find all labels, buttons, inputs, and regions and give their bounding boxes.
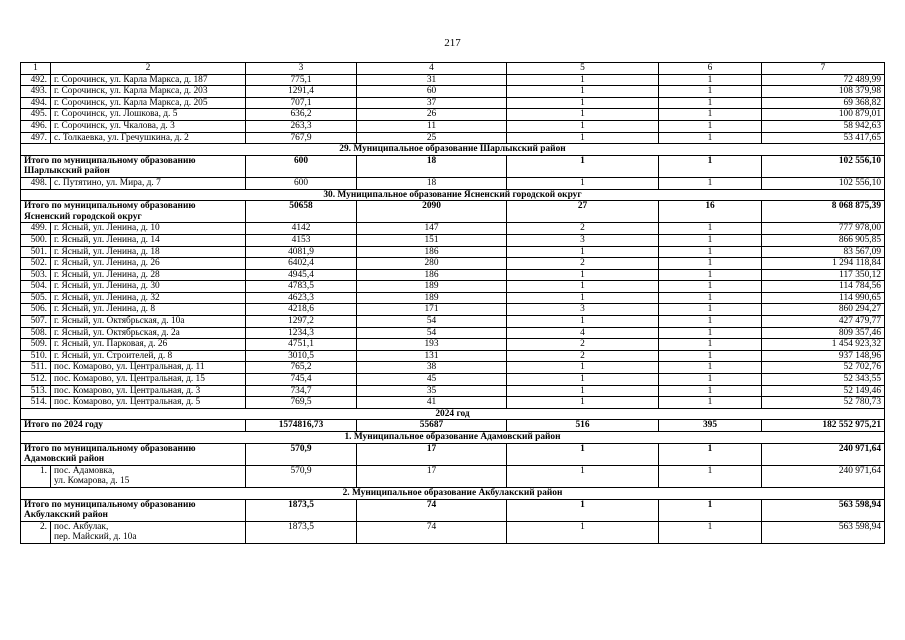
cost-cell: 937 148,96	[762, 350, 885, 362]
count-a-cell: 1	[507, 465, 659, 487]
count-a-cell: 516	[507, 420, 659, 432]
area-cell: 600	[246, 155, 357, 177]
cost-cell: 427 479,77	[762, 316, 885, 328]
section-header-row	[21, 487, 885, 499]
column-number-row	[21, 63, 885, 75]
text-line: г. Ясный, ул. Парковая, д. 26	[54, 339, 168, 350]
count-b-cell: 1	[659, 120, 762, 132]
row-number: 505.	[21, 292, 51, 304]
text-line: пер. Майский, д. 10а	[54, 532, 137, 543]
residents-cell: 2090	[357, 201, 507, 223]
table-row	[21, 397, 885, 409]
row-number: 501.	[21, 246, 51, 258]
residents-cell: 171	[357, 304, 507, 316]
count-a-cell: 2	[507, 258, 659, 270]
table-row	[21, 109, 885, 121]
residents-cell: 18	[357, 155, 507, 177]
count-a-cell: 1	[507, 362, 659, 374]
section-header-row	[21, 432, 885, 444]
residents-cell: 35	[357, 385, 507, 397]
section-title: 2. Муниципальное образование Акбулакский район	[21, 487, 885, 499]
table-row	[21, 97, 885, 109]
row-number: 507.	[21, 316, 51, 328]
address-cell	[51, 362, 246, 374]
text-line: г. Ясный, ул. Ленина, д. 8	[54, 304, 156, 315]
area-cell: 1291,4	[246, 86, 357, 98]
text-line: г. Ясный, ул. Ленина, д. 14	[54, 234, 160, 245]
residents-cell: 45	[357, 374, 507, 386]
address-cell	[51, 234, 246, 246]
col-header-3: 3	[246, 63, 357, 75]
area-cell: 600	[246, 177, 357, 189]
cost-cell: 117 350,12	[762, 269, 885, 281]
cost-cell: 52 343,55	[762, 374, 885, 386]
total-row	[21, 155, 885, 177]
area-cell: 4081,9	[246, 246, 357, 258]
col-header-6: 6	[659, 63, 762, 75]
cost-cell: 52 702,76	[762, 362, 885, 374]
count-b-cell: 1	[659, 97, 762, 109]
count-a-cell: 27	[507, 201, 659, 223]
count-b-cell: 1	[659, 385, 762, 397]
count-a-cell: 1	[507, 177, 659, 189]
residents-cell: 17	[357, 465, 507, 487]
count-b-cell: 1	[659, 234, 762, 246]
section-title: 1. Муниципальное образование Адамовский район	[21, 432, 885, 444]
area-cell: 1234,3	[246, 327, 357, 339]
residents-cell: 54	[357, 316, 507, 328]
text-line: г. Ясный, ул. Октябрьская, д. 10а	[54, 316, 185, 327]
total-row	[21, 443, 885, 465]
row-number: 508.	[21, 327, 51, 339]
text-line: Итого по 2024 году	[24, 420, 103, 431]
table-row	[21, 269, 885, 281]
total-label	[21, 420, 246, 432]
row-number: 493.	[21, 86, 51, 98]
section-header-row	[21, 189, 885, 201]
text-line: г. Сорочинск, ул. Чкалова, д. 3	[54, 120, 175, 131]
count-b-cell: 1	[659, 362, 762, 374]
count-b-cell: 1	[659, 246, 762, 258]
cost-cell: 777 978,00	[762, 223, 885, 235]
count-b-cell: 1	[659, 374, 762, 386]
residents-cell: 189	[357, 292, 507, 304]
residents-cell: 17	[357, 443, 507, 465]
area-cell: 775,1	[246, 74, 357, 86]
table-row	[21, 339, 885, 351]
col-header-1: 1	[21, 63, 51, 75]
residents-cell: 25	[357, 132, 507, 144]
row-number: 500.	[21, 234, 51, 246]
total-row	[21, 201, 885, 223]
text-line: пос. Комарово, ул. Центральная, д. 15	[54, 374, 205, 385]
count-b-cell: 1	[659, 339, 762, 351]
cost-cell: 100 879,01	[762, 109, 885, 121]
table-row	[21, 374, 885, 386]
address-cell	[51, 292, 246, 304]
count-b-cell: 1	[659, 521, 762, 543]
text-line: с. Толкаевка, ул. Гречушкина, д. 2	[54, 132, 189, 143]
address-cell	[51, 316, 246, 328]
cost-cell: 52 149,46	[762, 385, 885, 397]
count-b-cell: 1	[659, 155, 762, 177]
count-a-cell: 1	[507, 385, 659, 397]
table-row	[21, 304, 885, 316]
count-b-cell: 1	[659, 269, 762, 281]
cost-cell: 58 942,63	[762, 120, 885, 132]
text-line: Акбулакский район	[24, 510, 108, 521]
count-b-cell: 1	[659, 316, 762, 328]
address-cell	[51, 177, 246, 189]
table-row	[21, 362, 885, 374]
text-line: г. Ясный, ул. Ленина, д. 32	[54, 292, 160, 303]
row-number: 495.	[21, 109, 51, 121]
count-a-cell: 4	[507, 327, 659, 339]
text-line: г. Ясный, ул. Ленина, д. 30	[54, 281, 160, 292]
table-row	[21, 465, 885, 487]
address-cell	[51, 465, 246, 487]
residents-cell: 37	[357, 97, 507, 109]
section-title: 29. Муниципальное образование Шарлыкский район	[21, 144, 885, 156]
row-number: 511.	[21, 362, 51, 374]
count-b-cell: 395	[659, 420, 762, 432]
area-cell: 4153	[246, 234, 357, 246]
area-cell: 4751,1	[246, 339, 357, 351]
residents-cell: 41	[357, 397, 507, 409]
row-number: 1.	[21, 465, 51, 487]
cost-cell: 240 971,64	[762, 465, 885, 487]
address-cell	[51, 281, 246, 293]
area-cell: 734,7	[246, 385, 357, 397]
residents-cell: 26	[357, 109, 507, 121]
text-line: г. Ясный, ул. Ленина, д. 10	[54, 223, 160, 234]
row-number: 498.	[21, 177, 51, 189]
section-title: 30. Муниципальное образование Ясненский городской округ	[21, 189, 885, 201]
text-line: пос. Комарово, ул. Центральная, д. 11	[54, 362, 205, 373]
residents-cell: 151	[357, 234, 507, 246]
table-row	[21, 292, 885, 304]
residents-cell: 186	[357, 246, 507, 258]
count-b-cell: 1	[659, 177, 762, 189]
address-cell	[51, 304, 246, 316]
total-label	[21, 155, 246, 177]
count-a-cell: 1	[507, 443, 659, 465]
text-line: ул. Комарова, д. 15	[54, 476, 130, 487]
text-line: Итого по муниципальному образованию	[24, 201, 196, 212]
col-header-2: 2	[51, 63, 246, 75]
count-a-cell: 1	[507, 374, 659, 386]
page-number: 217	[444, 37, 461, 49]
count-a-cell: 1	[507, 132, 659, 144]
cost-cell: 809 357,46	[762, 327, 885, 339]
count-b-cell: 1	[659, 499, 762, 521]
col-header-7: 7	[762, 63, 885, 75]
cost-cell: 1 294 118,84	[762, 258, 885, 270]
section-header-row	[21, 144, 885, 156]
address-cell	[51, 258, 246, 270]
cost-cell: 563 598,94	[762, 499, 885, 521]
text-line: г. Сорочинск, ул. Карла Маркса, д. 205	[54, 97, 208, 108]
count-a-cell: 1	[507, 74, 659, 86]
table-row	[21, 258, 885, 270]
col-header-4: 4	[357, 63, 507, 75]
row-number: 497.	[21, 132, 51, 144]
table-row	[21, 177, 885, 189]
area-cell: 745,4	[246, 374, 357, 386]
table-body	[21, 63, 885, 544]
area-cell: 263,3	[246, 120, 357, 132]
table-row	[21, 234, 885, 246]
residents-cell: 55687	[357, 420, 507, 432]
count-a-cell: 1	[507, 281, 659, 293]
count-b-cell: 1	[659, 292, 762, 304]
table-row	[21, 521, 885, 543]
total-label	[21, 499, 246, 521]
count-b-cell: 1	[659, 74, 762, 86]
address-cell	[51, 350, 246, 362]
area-cell: 707,1	[246, 97, 357, 109]
cost-cell: 102 556,10	[762, 155, 885, 177]
address-cell	[51, 397, 246, 409]
residents-cell: 11	[357, 120, 507, 132]
address-cell	[51, 109, 246, 121]
count-a-cell: 1	[507, 316, 659, 328]
cost-cell: 240 971,64	[762, 443, 885, 465]
cost-cell: 114 784,56	[762, 281, 885, 293]
count-a-cell: 1	[507, 86, 659, 98]
text-line: Шарлыкский район	[24, 166, 110, 177]
text-line: Итого по муниципальному образованию	[24, 443, 196, 454]
cost-cell: 102 556,10	[762, 177, 885, 189]
text-line: с. Путятино, ул. Мира, д. 7	[54, 177, 161, 188]
cost-cell: 53 417,65	[762, 132, 885, 144]
count-b-cell: 1	[659, 109, 762, 121]
row-number: 513.	[21, 385, 51, 397]
count-b-cell: 1	[659, 281, 762, 293]
total-row	[21, 420, 885, 432]
table-row	[21, 281, 885, 293]
text-line: г. Ясный, ул. Октябрьская, д. 2а	[54, 327, 180, 338]
area-cell: 1873,5	[246, 521, 357, 543]
residents-cell: 74	[357, 499, 507, 521]
section-title: 2024 год	[21, 408, 885, 420]
residents-cell: 18	[357, 177, 507, 189]
section-header-row	[21, 408, 885, 420]
count-b-cell: 1	[659, 86, 762, 98]
table-row	[21, 350, 885, 362]
text-line: Итого по муниципальному образованию	[24, 155, 196, 166]
count-b-cell: 1	[659, 223, 762, 235]
area-cell: 50658	[246, 201, 357, 223]
residents-cell: 54	[357, 327, 507, 339]
address-cell	[51, 246, 246, 258]
text-line: пос. Комарово, ул. Центральная, д. 3	[54, 385, 201, 396]
area-cell: 4623,3	[246, 292, 357, 304]
count-b-cell: 16	[659, 201, 762, 223]
residents-cell: 74	[357, 521, 507, 543]
count-a-cell: 1	[507, 499, 659, 521]
count-b-cell: 1	[659, 327, 762, 339]
text-line: г. Ясный, ул. Ленина, д. 28	[54, 269, 160, 280]
count-a-cell: 1	[507, 120, 659, 132]
row-number: 2.	[21, 521, 51, 543]
count-a-cell: 1	[507, 397, 659, 409]
address-cell	[51, 521, 246, 543]
row-number: 504.	[21, 281, 51, 293]
text-line: пос. Комарово, ул. Центральная, д. 5	[54, 397, 201, 408]
address-cell	[51, 97, 246, 109]
table-row	[21, 246, 885, 258]
address-cell	[51, 86, 246, 98]
address-cell	[51, 385, 246, 397]
count-a-cell: 1	[507, 521, 659, 543]
residents-cell: 280	[357, 258, 507, 270]
address-cell	[51, 223, 246, 235]
row-number: 503.	[21, 269, 51, 281]
area-cell: 4218,6	[246, 304, 357, 316]
text-line: Адамовский район	[24, 454, 105, 465]
text-line: г. Сорочинск, ул. Лошкова, д. 5	[54, 109, 178, 120]
row-number: 499.	[21, 223, 51, 235]
count-a-cell: 1	[507, 97, 659, 109]
text-line: пос. Акбулак,	[54, 521, 109, 532]
table-row	[21, 316, 885, 328]
count-a-cell: 3	[507, 304, 659, 316]
table-row	[21, 223, 885, 235]
table-row	[21, 74, 885, 86]
table-row	[21, 120, 885, 132]
cost-cell: 83 567,09	[762, 246, 885, 258]
address-cell	[51, 74, 246, 86]
col-header-5: 5	[507, 63, 659, 75]
total-label	[21, 201, 246, 223]
text-line: г. Сорочинск, ул. Карла Маркса, д. 187	[54, 74, 208, 85]
residents-cell: 189	[357, 281, 507, 293]
area-cell: 1873,5	[246, 499, 357, 521]
cost-cell: 1 454 923,32	[762, 339, 885, 351]
count-b-cell: 1	[659, 304, 762, 316]
area-cell: 769,5	[246, 397, 357, 409]
area-cell: 570,9	[246, 465, 357, 487]
count-a-cell: 1	[507, 246, 659, 258]
residents-cell: 147	[357, 223, 507, 235]
residents-cell: 60	[357, 86, 507, 98]
count-a-cell: 2	[507, 350, 659, 362]
total-label	[21, 443, 246, 465]
area-cell: 767,9	[246, 132, 357, 144]
text-line: пос. Адамовка,	[54, 465, 115, 476]
cost-cell: 52 780,73	[762, 397, 885, 409]
count-b-cell: 1	[659, 350, 762, 362]
cost-cell: 69 368,82	[762, 97, 885, 109]
row-number: 510.	[21, 350, 51, 362]
area-cell: 6402,4	[246, 258, 357, 270]
area-cell: 4142	[246, 223, 357, 235]
count-a-cell: 2	[507, 223, 659, 235]
table-row	[21, 385, 885, 397]
text-line: Итого по муниципальному образованию	[24, 499, 196, 510]
area-cell: 765,2	[246, 362, 357, 374]
residents-cell: 38	[357, 362, 507, 374]
count-b-cell: 1	[659, 397, 762, 409]
area-cell: 4945,4	[246, 269, 357, 281]
text-line: г. Сорочинск, ул. Карла Маркса, д. 203	[54, 86, 208, 97]
row-number: 502.	[21, 258, 51, 270]
address-cell	[51, 327, 246, 339]
count-b-cell: 1	[659, 258, 762, 270]
count-b-cell: 1	[659, 132, 762, 144]
count-a-cell: 1	[507, 292, 659, 304]
area-cell: 636,2	[246, 109, 357, 121]
text-line: г. Ясный, ул. Строителей, д. 8	[54, 350, 173, 361]
address-cell	[51, 269, 246, 281]
area-cell: 570,9	[246, 443, 357, 465]
cost-cell: 114 990,65	[762, 292, 885, 304]
count-a-cell: 3	[507, 234, 659, 246]
address-cell	[51, 132, 246, 144]
count-b-cell: 1	[659, 443, 762, 465]
table-row	[21, 327, 885, 339]
cost-cell: 72 489,99	[762, 74, 885, 86]
area-cell: 1574816,73	[246, 420, 357, 432]
residents-cell: 193	[357, 339, 507, 351]
text-line: Ясненский городской округ	[24, 211, 142, 222]
row-number: 512.	[21, 374, 51, 386]
area-cell: 1297,2	[246, 316, 357, 328]
row-number: 496.	[21, 120, 51, 132]
row-number: 494.	[21, 97, 51, 109]
residents-cell: 31	[357, 74, 507, 86]
row-number: 506.	[21, 304, 51, 316]
cost-cell: 182 552 975,21	[762, 420, 885, 432]
table-row	[21, 86, 885, 98]
cost-cell: 860 294,27	[762, 304, 885, 316]
area-cell: 4783,5	[246, 281, 357, 293]
cost-cell: 563 598,94	[762, 521, 885, 543]
count-a-cell: 2	[507, 339, 659, 351]
row-number: 514.	[21, 397, 51, 409]
address-cell	[51, 120, 246, 132]
text-line: г. Ясный, ул. Ленина, д. 26	[54, 258, 160, 269]
row-number: 509.	[21, 339, 51, 351]
registry-table	[20, 62, 885, 544]
row-number: 492.	[21, 74, 51, 86]
address-cell	[51, 339, 246, 351]
residents-cell: 131	[357, 350, 507, 362]
count-a-cell: 1	[507, 155, 659, 177]
count-b-cell: 1	[659, 465, 762, 487]
residents-cell: 186	[357, 269, 507, 281]
cost-cell: 8 068 875,39	[762, 201, 885, 223]
count-a-cell: 1	[507, 269, 659, 281]
total-row	[21, 499, 885, 521]
area-cell: 3010,5	[246, 350, 357, 362]
table-row	[21, 132, 885, 144]
text-line: г. Ясный, ул. Ленина, д. 18	[54, 246, 160, 257]
cost-cell: 866 905,85	[762, 234, 885, 246]
cost-cell: 108 379,98	[762, 86, 885, 98]
address-cell	[51, 374, 246, 386]
count-a-cell: 1	[507, 109, 659, 121]
